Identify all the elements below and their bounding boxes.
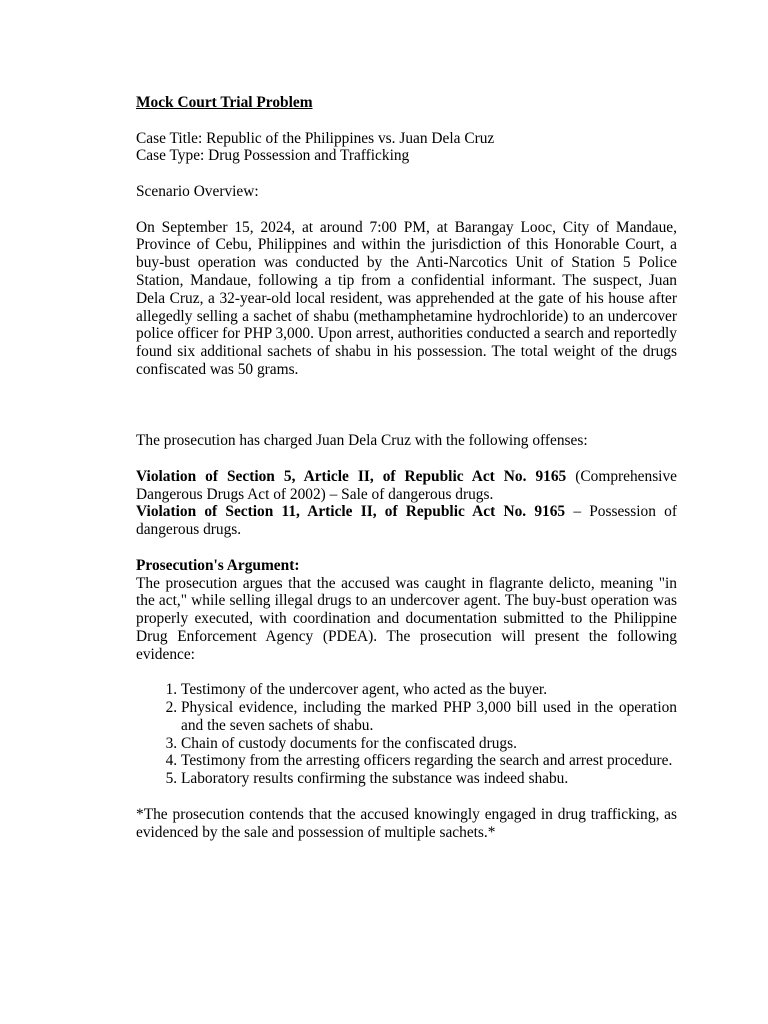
evidence-item: 2. Physical evidence, including the marked PHP 3,000 bill used in the operation and the seven sachets of shabu. [181,699,677,735]
charge-2-title: Violation of Section 11, Article II, of Republic Act No. 9165 [136,503,566,521]
case-type: Case Type: Drug Possession and Trafficking [136,147,410,165]
charge-2-description: – Possession of dangerous drugs. [136,503,677,539]
document-title: Mock Court Trial Problem [136,94,313,111]
evidence-item: 1. Testimony of the undercover agent, who acted as the buyer. [181,681,677,699]
evidence-item: 3. Chain of custody documents for the confiscated drugs. [181,735,677,753]
scenario-paragraph: On September 15, 2024, at around 7:00 PM, at Barangay Looc, City of Mandaue, Province of Cebu, Philippines and within the jurisdiction of this Honorable Court, a buy-bust operation was conducted by the Anti-Narcotics Unit of Station 5 Police Station, Mandaue, following a tip from a confidential informant. The suspect, Juan Dela Cruz, a 32-year-old local resident, was apprehended at the gate of his house after allegedly selling a sachet of shabu (methamphetamine hydrochloride) to an undercover police officer for PHP 3,000. Upon arrest, authorities conducted a search and reportedly found six additional sachets of shabu in his possession. The total weight of the drugs confiscated was 50 grams. [136,218,677,378]
evidence-item: 5. Laboratory results confirming the substance was indeed shabu. [181,770,677,788]
scenario-heading: Scenario Overview: [136,182,259,200]
charge-1-title: Violation of Section 5, Article II, of Republic Act No. 9165 [136,467,567,485]
document-page [136,94,677,841]
evidence-item: 4. Testimony from the arresting officers regarding the search and arrest procedure. [181,752,677,770]
closing-note: *The prosecution contends that the accused knowingly engaged in drug trafficking, as evidenced by the sale and possession of multiple sachets.* [136,805,677,841]
charges-intro: The prosecution has charged Juan Dela Cruz with the following offenses: [136,432,588,450]
charge-2 [136,503,677,539]
case-title: Case Title: Republic of the Philippines vs. Juan Dela Cruz [136,129,495,147]
argument-paragraph: The prosecution argues that the accused was caught in flagrante delicto, meaning "in the act," while selling illegal drugs to an undercover agent. The buy-bust operation was properly executed, with coordination and documentation submitted to the Philippine Drug Enforcement Agency (PDEA). The prosecution will present the following evidence: [136,574,677,663]
charge-1 [136,468,677,504]
charge-1-description: (Comprehensive Dangerous Drugs Act of 2002) – Sale of dangerous drugs. [136,467,677,503]
evidence-list [136,681,677,788]
argument-heading: Prosecution's Argument: [136,556,300,574]
